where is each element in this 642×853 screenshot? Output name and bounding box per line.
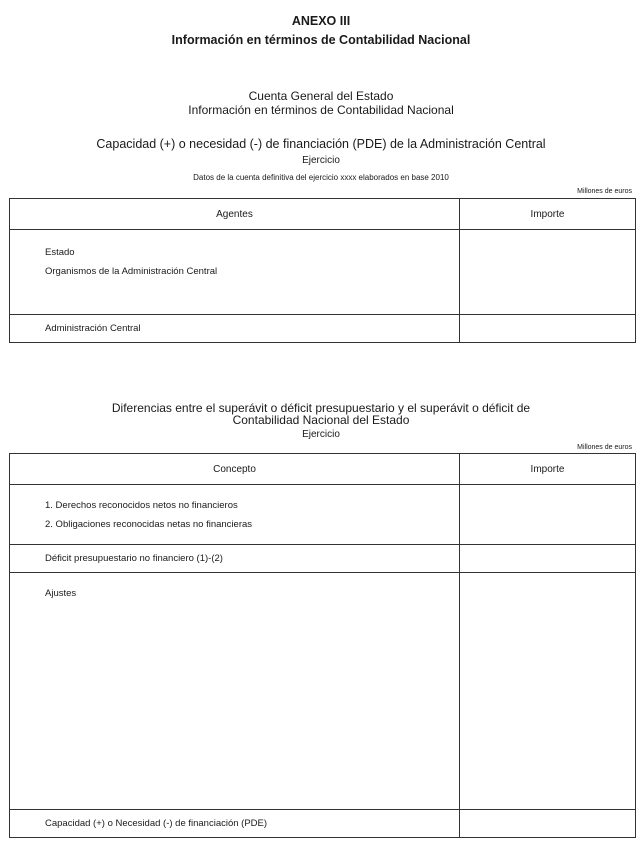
section2-title-line1: Diferencias entre el superávit o déficit presupuestario y el superávit o déficit de xyxy=(111,401,531,415)
row-label-ajustes: Ajustes xyxy=(45,588,77,599)
table-row xyxy=(10,485,636,545)
column-header-concepto: Concepto xyxy=(10,454,460,485)
importe-cell xyxy=(460,230,636,315)
section1-units: Millones de euros xyxy=(577,188,632,195)
row-label-obligaciones: 2. Obligaciones reconocidas netas no financieras xyxy=(45,519,253,530)
anexo-subtitle: Información en términos de Contabilidad Nacional xyxy=(171,33,471,47)
table-row-ajustes xyxy=(10,573,636,810)
agentes-cell xyxy=(10,230,460,315)
total-importe-cell xyxy=(460,810,636,838)
column-header-importe: Importe xyxy=(460,454,636,485)
total-importe-cell xyxy=(460,315,636,343)
table-header-row xyxy=(10,454,636,485)
section2-ejercicio: Ejercicio xyxy=(302,429,340,440)
total-label-cell xyxy=(10,810,460,838)
row-label-organismos: Organismos de la Administración Central xyxy=(45,266,218,277)
importe-cell xyxy=(460,485,636,545)
column-header-importe: Importe xyxy=(460,199,636,230)
deficit-label-cell xyxy=(10,545,460,573)
deficit-importe-cell xyxy=(460,545,636,573)
row-label-capacidad-necesidad: Capacidad (+) o Necesidad (-) de financiación (PDE) xyxy=(45,818,268,829)
section1-title: Capacidad (+) o necesidad (-) de financiación (PDE) de la Administración Central xyxy=(96,137,546,151)
section2-title-line2: Contabilidad Nacional del Estado xyxy=(232,413,410,427)
cge-title: Cuenta General del Estado xyxy=(248,89,394,103)
ajustes-importe-cell xyxy=(460,573,636,810)
section1-ejercicio: Ejercicio xyxy=(302,155,340,166)
row-label-estado: Estado xyxy=(45,247,75,258)
table-row xyxy=(10,230,636,315)
table-row-total xyxy=(10,810,636,838)
column-header-agentes: Agentes xyxy=(10,199,460,230)
agentes-table xyxy=(9,198,636,343)
concepto-table xyxy=(9,453,636,838)
table-row-deficit xyxy=(10,545,636,573)
section2-units: Millones de euros xyxy=(577,444,632,451)
row-label-deficit: Déficit presupuestario no financiero (1)-(2) xyxy=(45,553,223,564)
total-label-cell xyxy=(10,315,460,343)
table-row-total xyxy=(10,315,636,343)
anexo-title: ANEXO III xyxy=(291,14,351,28)
ajustes-label-cell xyxy=(10,573,460,810)
section1-note: Datos de la cuenta definitiva del ejercicio xxxx elaborados en base 2010 xyxy=(193,173,449,182)
cge-subtitle: Información en términos de Contabilidad Nacional xyxy=(188,103,454,117)
row-label-derechos: 1. Derechos reconocidos netos no financieros xyxy=(45,500,238,511)
table-header-row xyxy=(10,199,636,230)
concepto-cell xyxy=(10,485,460,545)
row-label-administracion-central: Administración Central xyxy=(45,323,141,334)
